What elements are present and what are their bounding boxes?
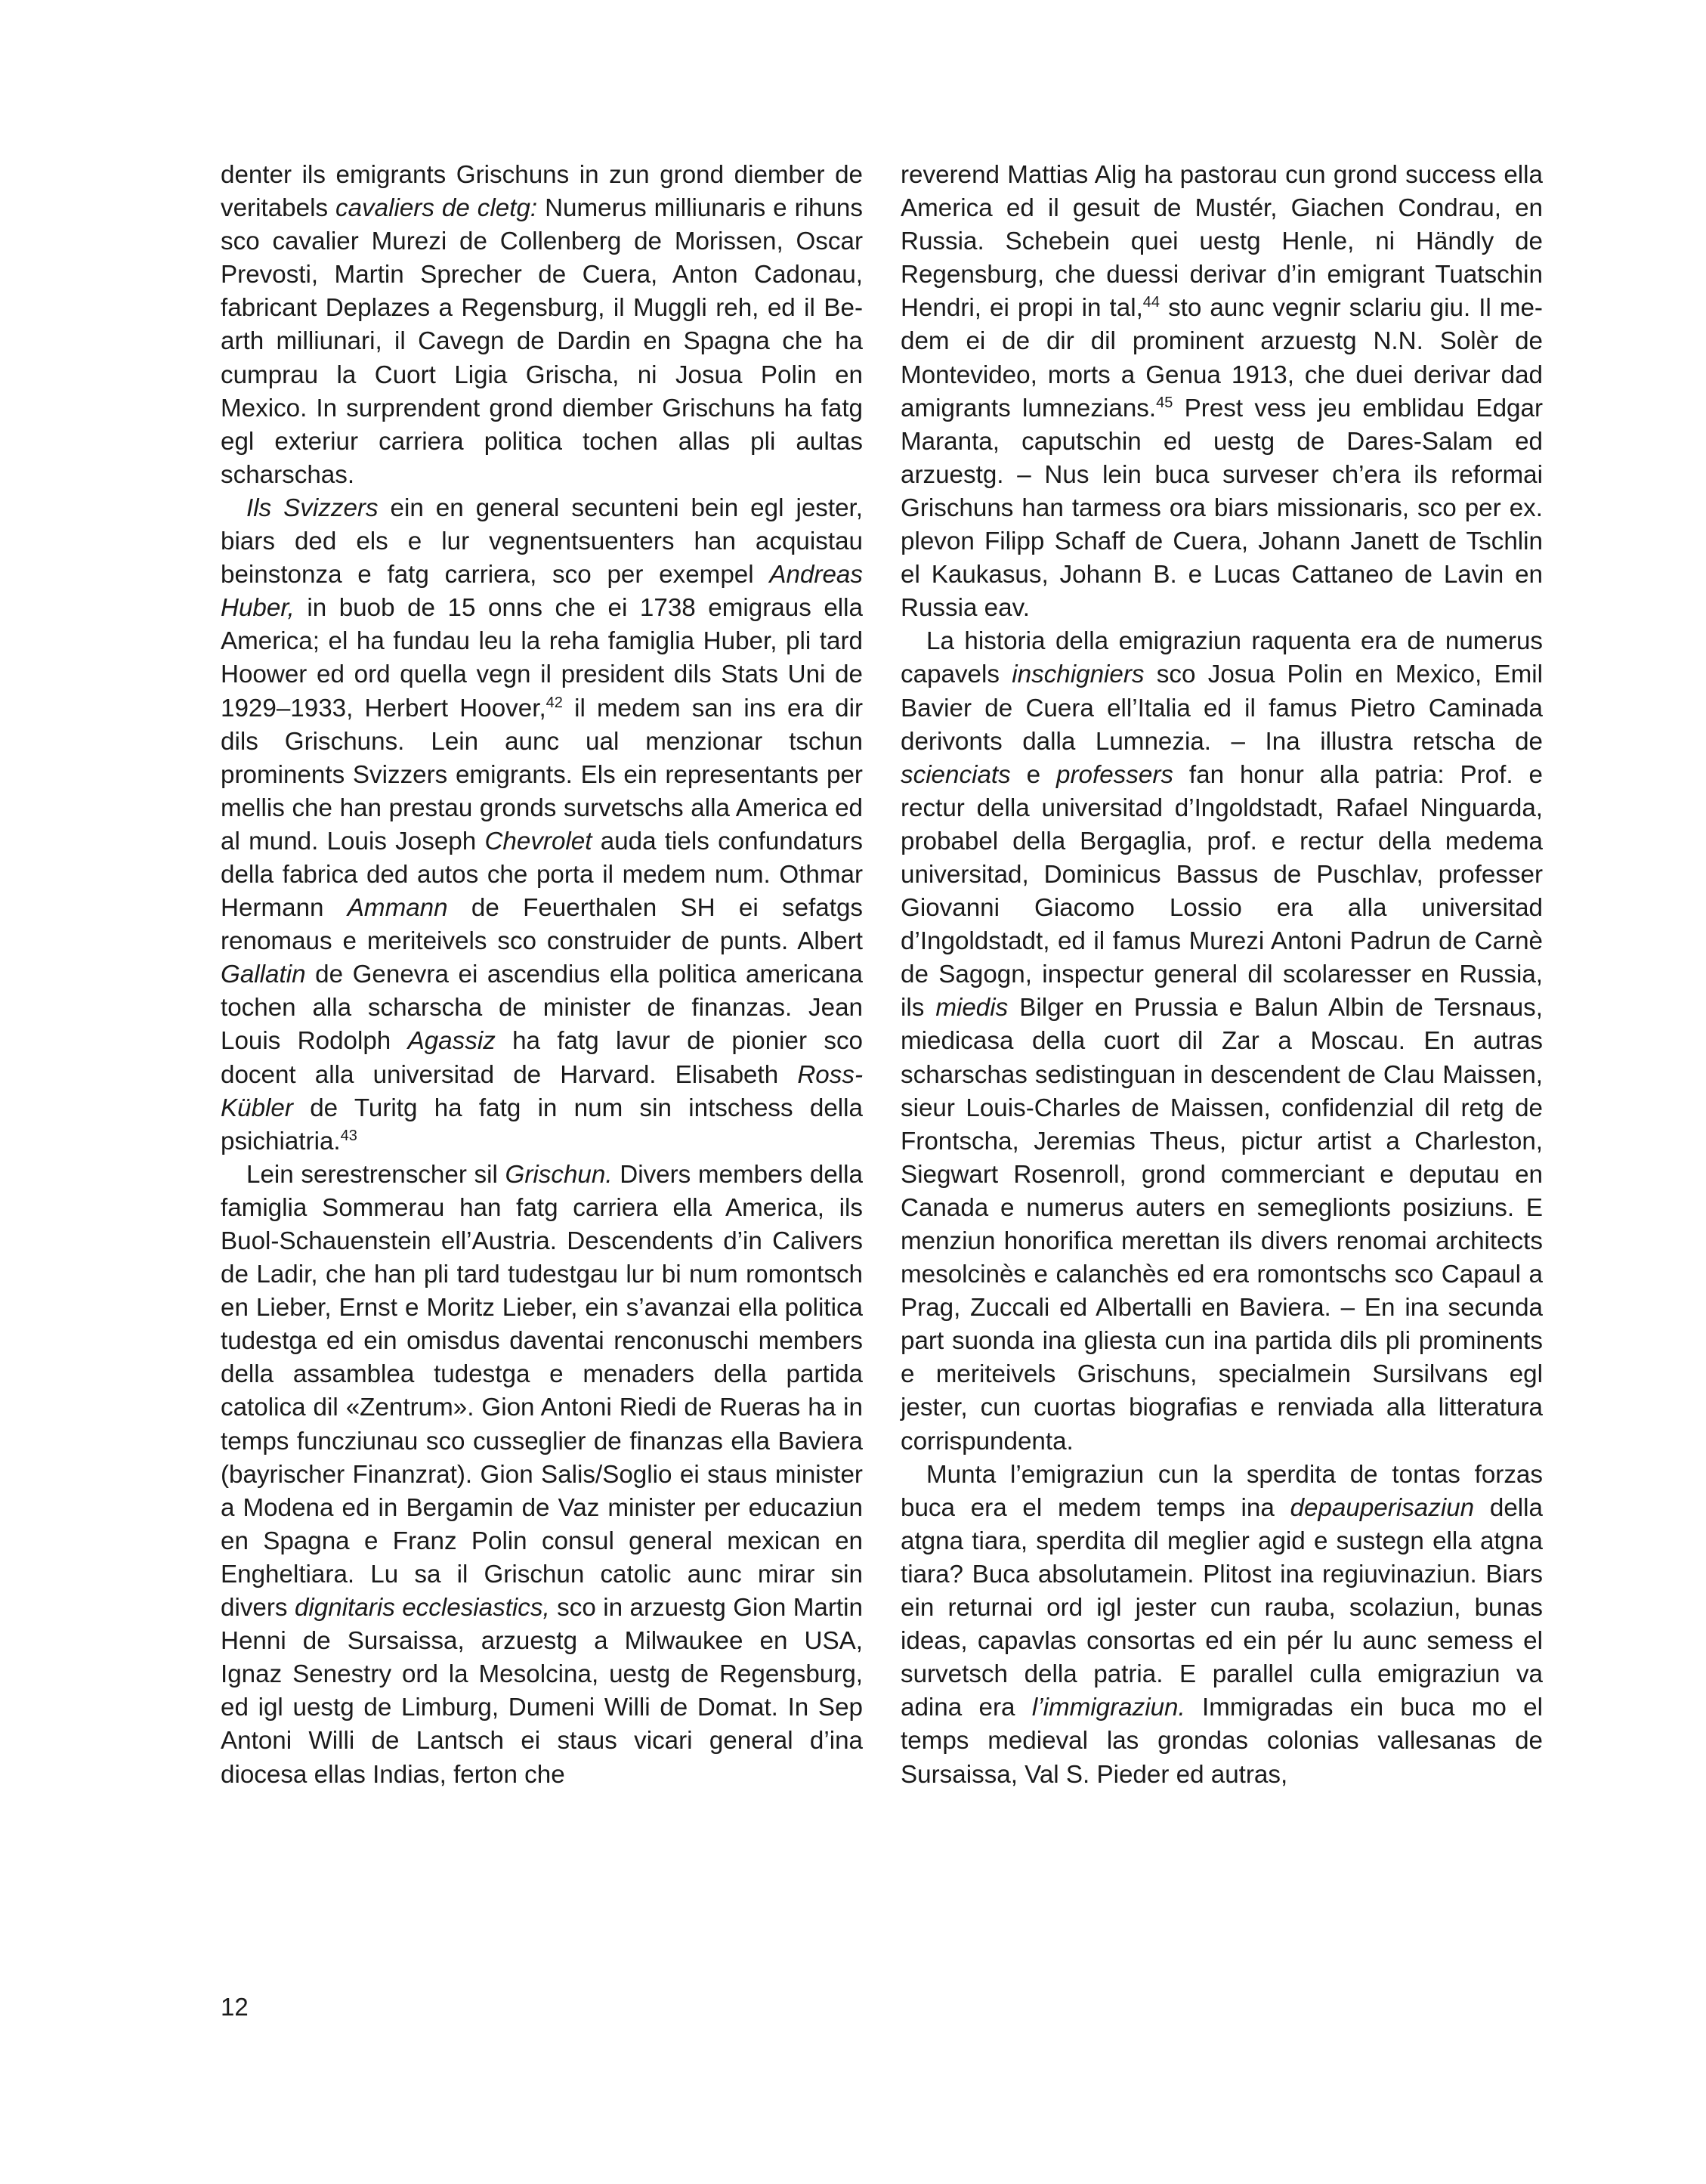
paragraph: denter ils emigrants Grischuns in zun grond diember de veritabels cavaliers de cletg: Numerus milliunaris e rihuns sco cavalier Murezi de Collenberg de Morissen, Oscar Prevosti, Martin Sprecher de Cuera, Anton Cadonau, fabricant Deplazes a Regensburg, il Muggli reh, ed il Bearth milliunari, il Cavegn de Dardin en Spagna che ha cumprau la Cuort Ligia Grischa, ni Josua Polin en Mexico. In surprendent grond diember Grischuns ha fatg egl exteriur carriera politica tochen allas pli aultas scharschas. xyxy=(221,161,863,489)
paragraph: Munta l’emigraziun cun la sperdita de tontas forzas buca era el medem temps ina depauperisaziun della atgna tiara, sperdita dil meglier agid e sustegn ella atgna tiara? Buca absolutamein. Plitost ina regiuvinaziun. Biars ein returnai ord igl jester cun rauba, scolaziun, bunas ideas, capavlas consortas ed ein pér lu aunc semess el survetsch della patria. E parallel culla emigraziun va adina era l’immigraziun. Immigradas ein buca mo el temps medieval las grondas colonias vallesanas de Sursaissa, Val S. Pieder ed autras, xyxy=(901,1460,1543,1789)
right-column xyxy=(901,159,1543,1792)
paragraph: reverend Mattias Alig ha pastorau cun grond success ella America ed il gesuit de Mustér, Giachen Condrau, en Russia. Schebein quei uestg Henle, ni Händly de Regensburg, che duessi derivar d’in emigrant Tuatschin Hendri, ei propi in tal,$^{44}$ sto aunc vegnir sclariu giu. Il medem ei de dir dil prominent arzuestg N.N. Solèr de Montevideo, morts a Genua 1913, che duei derivar dad amigrants lumnezians.$^{45}$ Prest vess jeu emblidau Edgar Maranta, caputschin ed uestg de Dares-Salam ed arzuestg. – Nus lein buca surveser ch’era ils reformai Grischuns han tarmess ora biars missionaris, sco per ex. plevon Filipp Schaff de Cuera, Johann Janett de Tschlin el Kaukasus, Johann B. e Lucas Cattaneo de Lavin en Russia eav. xyxy=(901,161,1543,623)
paragraph: Lein serestrenscher sil Grischun. Divers members della famiglia Sommerau han fatg carriera ella America, ils Buol-Schauenstein ell’Austria. Descendents d’in Calivers de Ladir, che han pli tard tudestgau lur bi num romontsch en Lieber, Ernst e Moritz Lieber, ein s’avanzai ella politica tudestga ed ein omisdus daventai renconuschi members della assamblea tudestga e menaders della partida catolica dil «Zentrum». Gion Antoni Riedi de Rueras ha in temps funcziunau sco cusseglier de finanzas ella Baviera (bayrischer Finanzrat). Gion Salis/Soglio ei staus minister a Modena ed in Bergamin de Vaz minister per educaziun en Spagna e Franz Polin consul general mexican en Engheltiara. Lu sa il Grischun catolic aunc mirar sin divers dignitaris ecclesiastics, sco in arzuestg Gion Martin Henni de Sursaissa, arzuestg a Milwaukee en USA, Ignaz Senestry ord la Mesolcina, uestg de Regensburg, ed igl uestg de Limburg, Dumeni Willi de Domat. In Sep Antoni Willi de Lantsch ei staus vicari general d’ina diocesa ellas Indias, ferton che xyxy=(221,1160,863,1789)
paragraph: La historia della emigraziun raquenta era de numerus capavels inschigniers sco Josua Polin en Mexico, Emil Bavier de Cuera ell’Italia ed il famus Pietro Caminada derivonts dalla Lumnezia. – Ina illustra retscha de scienciats e professers fan honur alla patria: Prof. e rectur della universitad d’Ingoldstadt, Rafael Ninguarda, probabel della Bergaglia, prof. e rectur della medema universitad, Dominicus Bassus de Puschlav, professer Giovanni Giacomo Lossio era alla universitad d’Ingoldstadt, ed il famus Murezi Antoni Padrun de Carnè de Sagogn, inspectur general dil scolaresser en Russia, ils miedis Bilger en Prussia e Balun Albin de Tersnaus, miedicasa della cuort dil Zar a Moscau. En autras scharschas sedistinguan in descendent de Clau Maissen, sieur Louis-Charles de Maissen, confidenzial dil retg de Frontscha, Jeremias Theus, pictur artist a Charleston, Siegwart Rosenroll, grond commerciant e deputau en Canada e numerus auters en semeglionts posiziuns. E menziun honorifica merettan ils divers renomai architects mesolcinès e calanchès ed era romontschs sco Capaul a Prag, Zuccali ed Albertalli en Baviera. – En ina secunda part suonda ina gliesta cun ina partida dils pli prominents e meriteivels Grischuns, specialmein Sursilvans egl jester, cun cuortas biografias e renviada alla litteratura corrispundenta. xyxy=(901,627,1543,1455)
paragraph: Ils Svizzers ein en general secunteni bein egl jester, biars ded els e lur vegnentsuenters han acquistau beinstonza e fatg carriera, sco per exempel Andreas Huber, in buob de 15 onns che ei 1738 emigraus ella America; el ha fundau leu la reha famiglia Huber, pli tard Hoower ed ord quella vegn il president dils Stats Uni de 1929–1933, Herbert Hoover,$^{42}$ il medem san ins era dir dils Grischuns. Lein aunc ual menzionar tschun prominents Svizzers emigrants. Els ein representants per mellis che han prestau gronds survetschs alla America ed al mund. Louis Joseph Chevrolet auda tiels confundaturs della fabrica ded autos che porta il medem num. Othmar Hermann Ammann de Feuerthalen SH ei sefatgs renomaus e meriteivels sco construider de punts. Albert Gallatin de Genevra ei ascendius ella politica americana tochen alla scharscha de minister de finanzas. Jean Louis Rodolph Agassiz ha fatg lavur de pionier sco docent alla universitad de Harvard. Elisabeth Ross-Kübler de Turitg ha fatg in num sin intschess della psichiatria.$^{43}$ xyxy=(221,493,863,1155)
page-number: 12 xyxy=(221,1993,249,2021)
left-column xyxy=(221,159,863,1792)
